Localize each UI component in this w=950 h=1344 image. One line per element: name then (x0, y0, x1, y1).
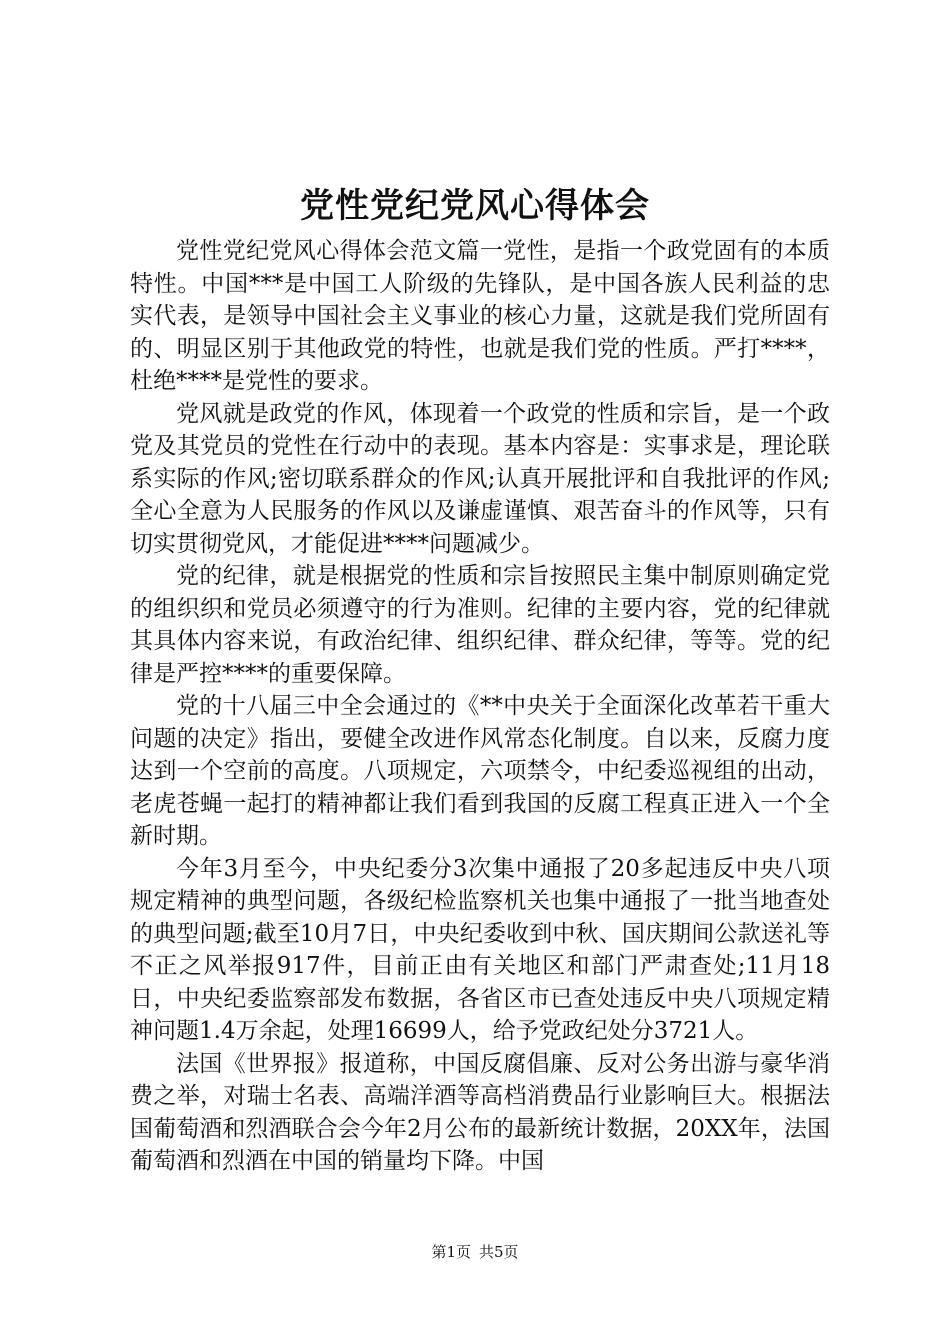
page-footer (0, 1242, 950, 1262)
document-title: 党性党纪党风心得体会 (300, 186, 650, 226)
paragraph-6: 法国《世界报》报道称，中国反腐倡廉、反对公务出游与豪华消费之举，对瑞士名表、高端洋酒等高档消费品行业影响巨大。根据法国葡萄酒和烈酒联合会今年2月公布的最新统计数据，20XX年，法国葡萄酒和烈酒在中国的销量均下降。中国 (130, 1050, 830, 1174)
paragraph-4: 党的十八届三中全会通过的《**中央关于全面深化改革若干重大问题的决定》指出，要健全改进作风常态化制度。自以来，反腐力度达到一个空前的高度。八项规定，六项禁令，中纪委巡视组的出动，老虎苍蝇一起打的精神都让我们看到我国的反腐工程真正进入一个全新时期。 (130, 693, 830, 849)
page-number: 第1页 (431, 1243, 471, 1261)
paragraph-1: 党性党纪党风心得体会范文篇一党性，是指一个政党固有的本质特性。中国***是中国工人阶级的先锋队，是中国各族人民利益的忠实代表，是领导中国社会主义事业的核心力量，这就是我们党所固有的、明显区别于其他政党的特性，也就是我们党的性质。严打****，杜绝****是党性的要求。 (130, 238, 830, 394)
paragraph-2: 党风就是政党的作风，体现着一个政党的性质和宗旨，是一个政党及其党员的党性在行动中的表现。基本内容是：实事求是，理论联系实际的作风;密切联系群众的作风;认真开展批评和自我批评的作风;全心全意为人民服务的作风以及谦虚谨慎、艰苦奋斗的作风等，只有切实贯彻党风，才能促进****问题减少。 (130, 400, 830, 557)
paragraph-3: 党的纪律，就是根据党的性质和宗旨按照民主集中制原则确定党的组织织和党员必须遵守的行为准则。纪律的主要内容，党的纪律就其具体内容来说，有政治纪律、组织纪律、群众纪律，等等。党的纪律是严控****的重要保障。 (130, 563, 830, 687)
paragraph-5: 今年3月至今，中央纪委分3次集中通报了20多起违反中央八项规定精神的典型问题，各级纪检监察机关也集中通报了一批当地查处的典型问题;截至10月7日，中央纪委收到中秋、国庆期间公款送礼等不正之风举报917件，目前正由有关地区和部门严肃查处;11月18日，中央纪委监察部发布数据，各省区市已查处违反中央八项规定精神问题1.4万余起，处理16699人，给予党政纪处分3721人。 (130, 855, 830, 1044)
page-total: 共5页 (479, 1243, 519, 1261)
document-body (130, 235, 830, 1178)
